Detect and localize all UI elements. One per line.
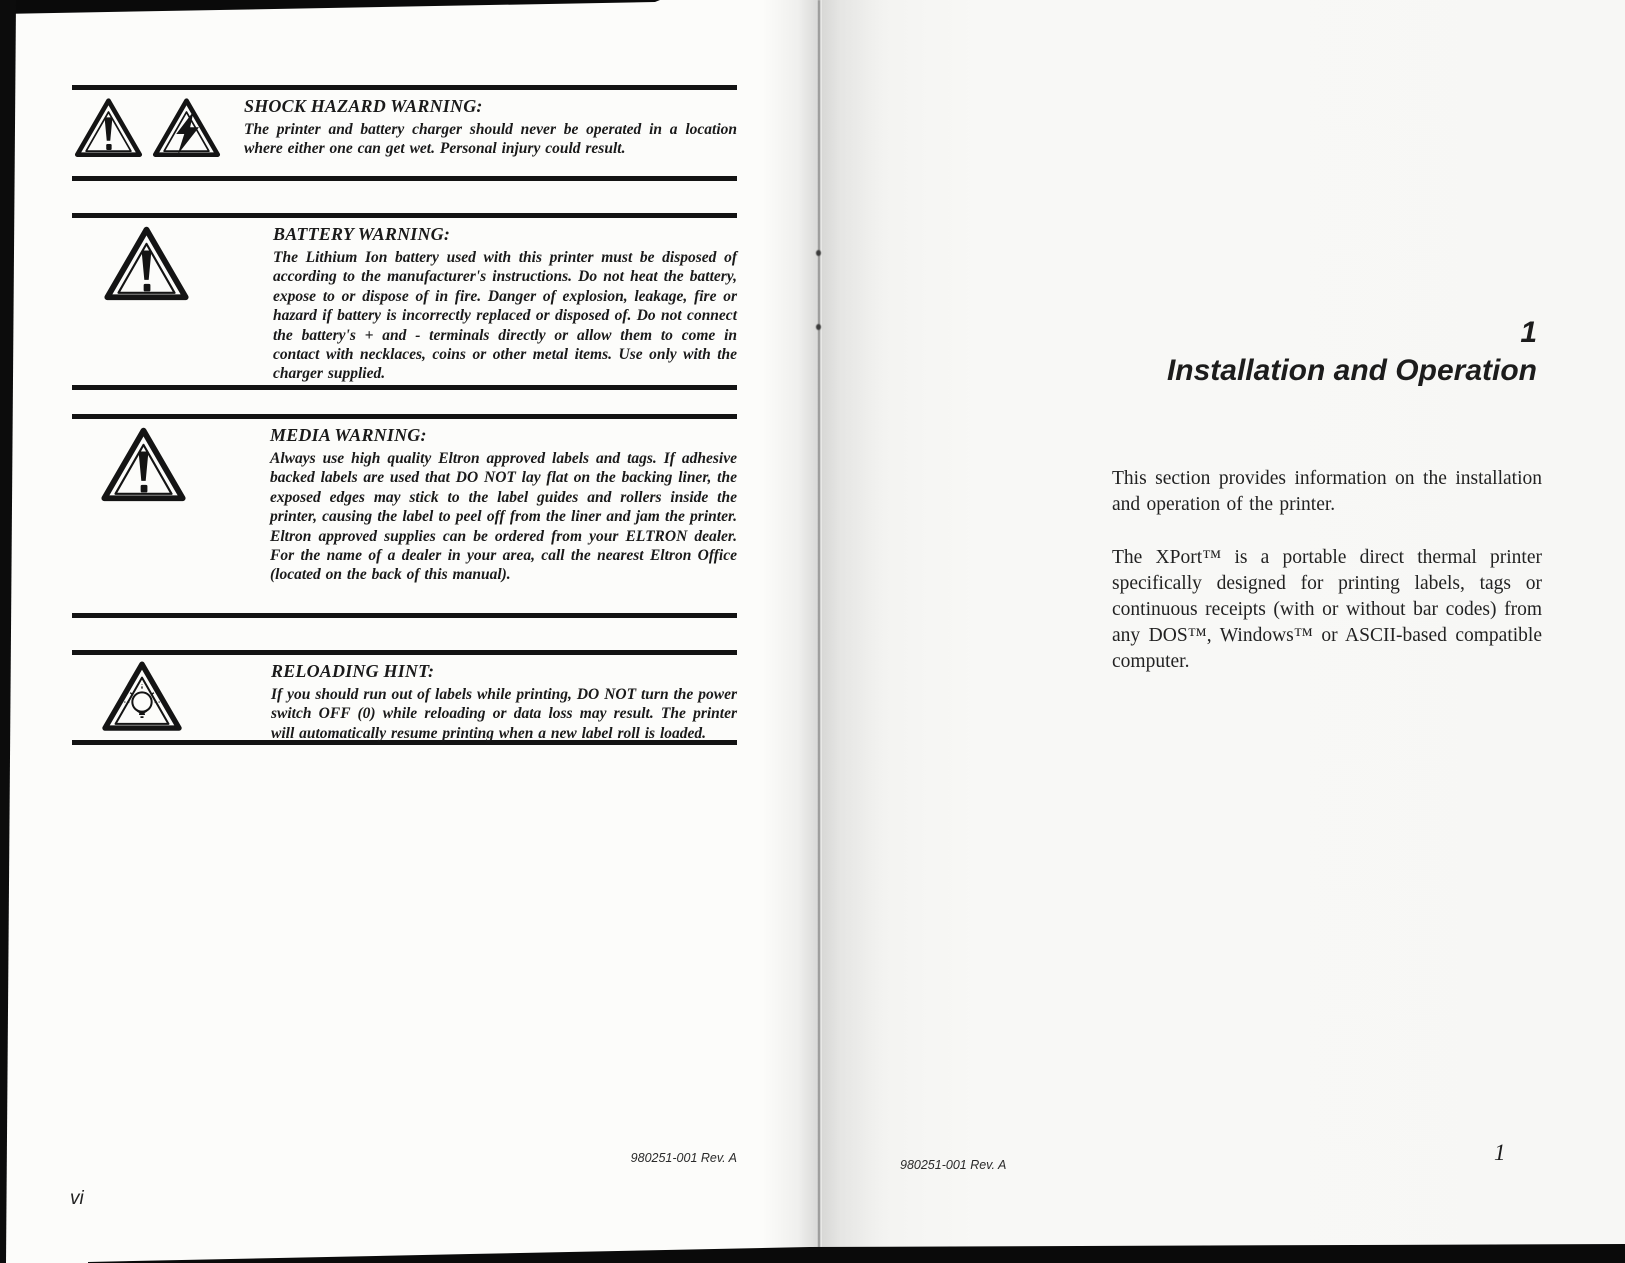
warning-section-media [72,414,737,618]
warning-icon-column [72,655,271,740]
page-number-left: vi [70,1188,84,1209]
warning-body: If you should run out of labels while printing, DO NOT turn the power switch OFF (0) while reloading or data loss may result. The printer will automatically resume printing when a new label roll is loaded. [271,686,737,742]
warning-body: Always use high quality Eltron approved labels and tags. If adhesive backed labels are used that DO NOT lay flat on the backing liner, the exposed edges may stick to the label guides and rollers inside the printer, causing the label to peel off from the liner and jam the printer. Eltron approved supplies can be ordered from your ELTRON dealer. For the name of a dealer in your area, call the nearest Eltron Office (located on the back of this manual). [270,450,737,584]
page-gutter-line [818,0,820,1263]
paragraph: The XPort™ is a portable direct thermal printer specifically designed for printing labels, tags or continuous receipts (with or without bar codes) from any DOS™, Windows™ or ASCII-based compatible computer. [1112,547,1542,672]
warning-body: The printer and battery charger should never be operated in a location where either one can get wet. Personal injury could result. [244,121,737,158]
warning-title: MEDIA WARNING: [270,425,427,445]
warning-section-reloading-hint [72,650,737,745]
page-number-right: 1 [1494,1140,1506,1165]
warning-icon-column [72,419,270,613]
high-voltage-triangle-icon [151,97,222,164]
warning-text-block [244,90,737,176]
warning-text-block [273,218,737,385]
gutter-speck [816,324,821,330]
warning-body: The Lithium Ion battery used with this printer must be disposed of according to the manufacturer's instructions. Do not heat the battery, expose to or dispose of in fire. Danger of explosion, leakage, fire or hazard if battery is incorrectly replaced or disposed of. Do not connect the battery's + and - terminals directly or allow them to come in contact with necklaces, coins or other metal items. Use only with the charger supplied. [273,249,737,383]
hint-bulb-triangle-icon [100,660,184,739]
chapter-body [1112,466,1542,702]
warning-title: RELOADING HINT: [271,661,435,681]
warning-icon-column [72,218,273,385]
scan-edge-left [0,0,20,1263]
gutter-speck [816,250,821,256]
warning-text-block [270,419,737,613]
paragraph: This section provides information on the installation and operation of the printer. [1112,468,1542,515]
page-gutter-shadow [762,0,882,1263]
chapter-number: 1 [1520,316,1537,349]
alert-triangle-icon [102,225,191,309]
alert-triangle-icon [99,426,188,510]
doc-number-right: 980251-001 Rev. A [900,1158,1007,1172]
warning-title: BATTERY WARNING: [273,224,451,244]
alert-triangle-icon [73,97,144,164]
warning-icon-column [72,90,244,176]
doc-number-left: 980251-001 Rev. A [630,1151,737,1165]
warning-text-block [271,655,737,740]
chapter-title: Installation and Operation [1166,354,1537,387]
scan-edge-top [0,0,660,15]
warning-section-battery [72,213,737,390]
warning-section-shock-hazard [72,85,737,181]
warning-title: SHOCK HAZARD WARNING: [244,96,483,116]
chapter-heading [1167,316,1537,389]
